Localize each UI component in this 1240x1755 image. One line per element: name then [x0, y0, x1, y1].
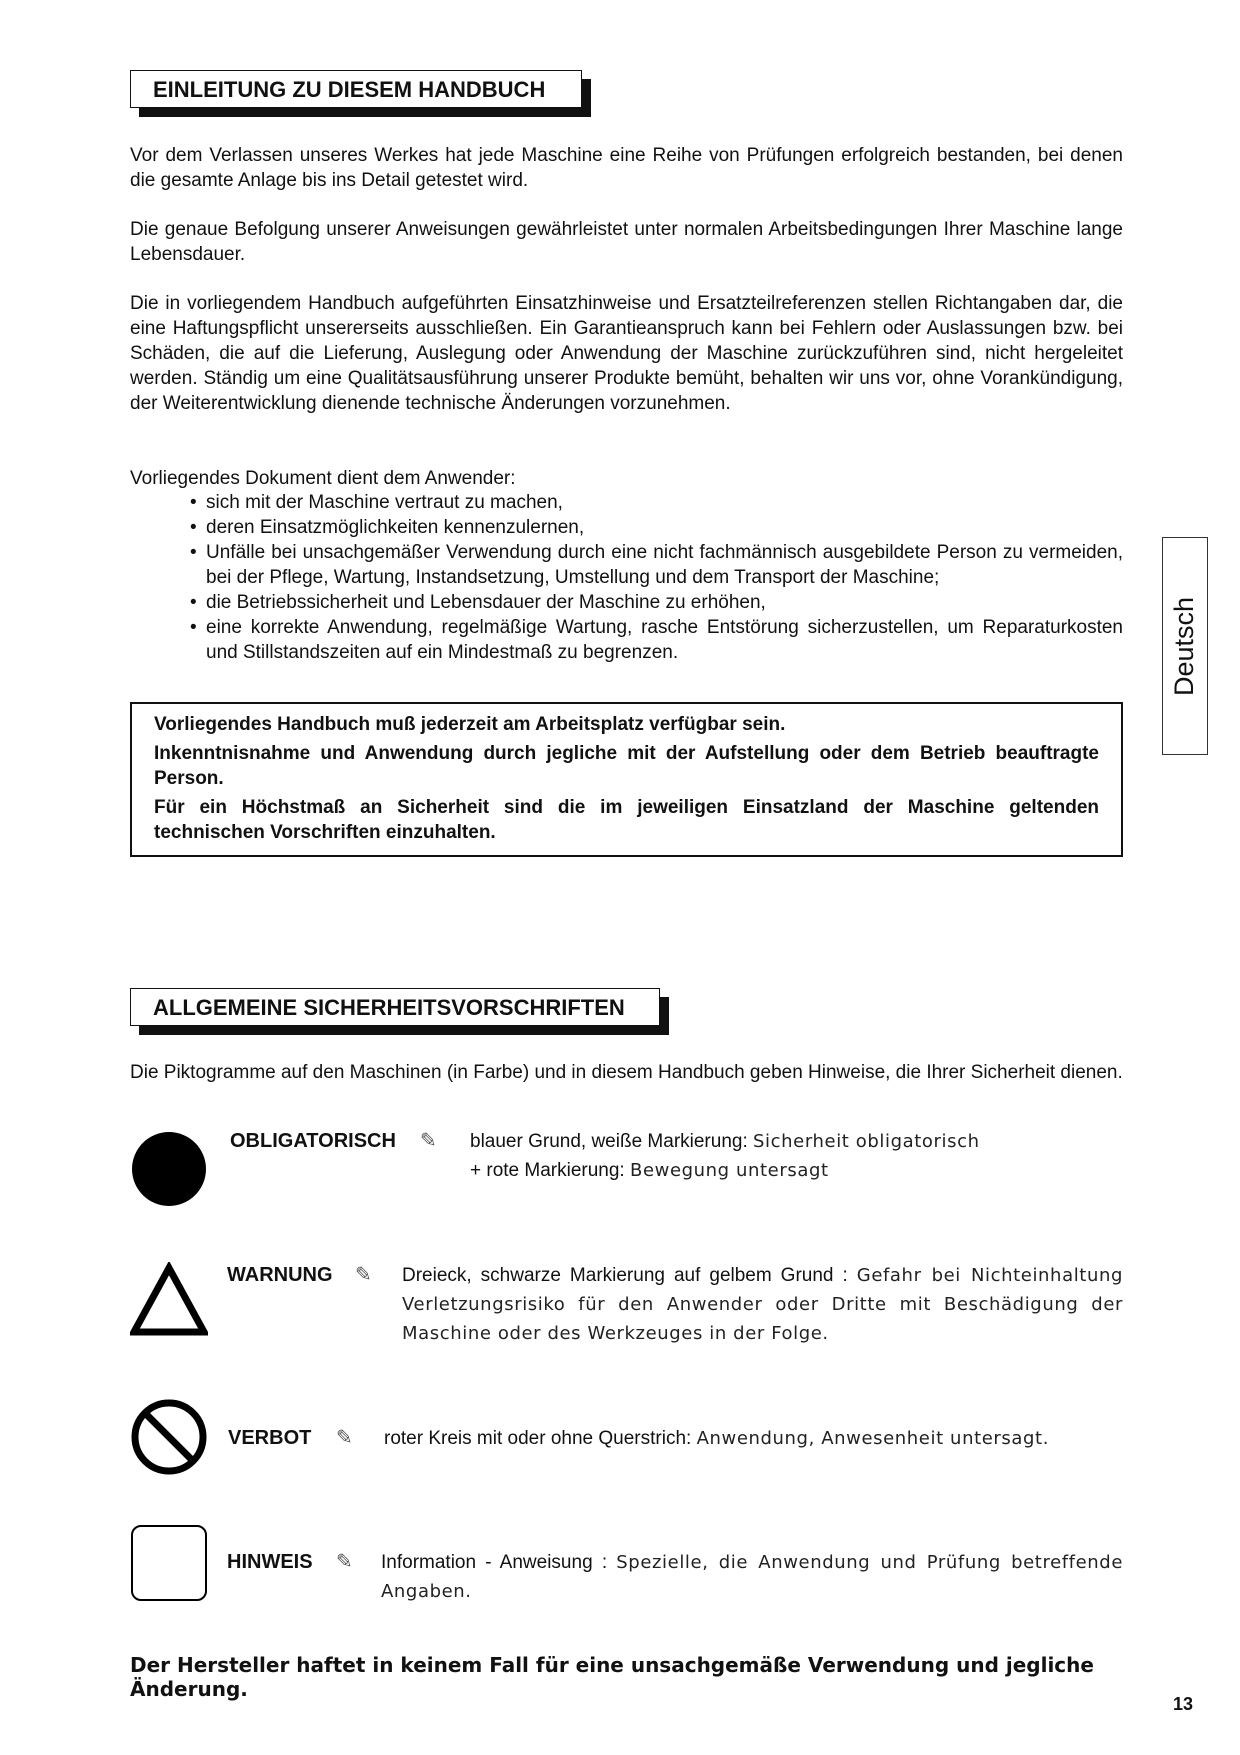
notice-line-1: Vorliegendes Handbuch muß jederzeit am Arbeitsplatz verfügbar sein.	[154, 714, 786, 735]
page-number: 13	[1173, 1694, 1194, 1714]
desc-text: roter Kreis mit oder ohne Querstrich:	[384, 1428, 697, 1449]
list-item	[190, 590, 1123, 615]
pencil-icon: ✎	[420, 1130, 437, 1152]
pictogram-desc-warning	[402, 1261, 1123, 1348]
list-item-text: eine korrekte Anwendung, regelmäßige Wartung, rasche Entstörung sicherzustellen, um Reparaturkosten und Stillstandszeiten auf ein Mindestmaß zu begrenzen.	[206, 617, 1123, 663]
pencil-icon: ✎	[336, 1427, 353, 1449]
list-item-text: die Betriebssicherheit und Lebensdauer der Maschine zu erhöhen,	[206, 592, 766, 613]
desc-text: + rote Markierung:	[470, 1160, 630, 1181]
language-tab	[1162, 537, 1208, 755]
list-item-text: Unfälle bei unsachgemäßer Verwendung durch eine nicht fachmännisch ausgebildete Person zu vermeiden, bei der Pflege, Wartung, Instandsetzung, Umstellung und dem Transport der Maschine;	[206, 542, 1123, 588]
bullet-icon: •	[190, 492, 197, 513]
list-item-text: sich mit der Maschine vertraut zu machen,	[206, 492, 563, 513]
desc-meaning: Sicherheit obligatorisch	[753, 1131, 980, 1152]
liability-note: Der Hersteller haftet in keinem Fall für eine unsachgemäße Verwendung und jegliche Änderung.	[130, 1653, 1094, 1701]
desc-text: blauer Grund, weiße Markierung:	[470, 1131, 754, 1152]
pictogram-desc-prohibition	[384, 1424, 1123, 1453]
list-item	[190, 615, 1123, 665]
pencil-icon: ✎	[355, 1264, 372, 1286]
info-square-icon	[130, 1524, 208, 1602]
desc-meaning: Anwendung, Anwesenheit untersagt.	[696, 1428, 1050, 1449]
notice-box	[130, 702, 1123, 857]
pictogram-label-warning: WARNUNG	[227, 1264, 333, 1286]
bullet-icon: •	[190, 542, 197, 563]
warning-triangle-icon	[130, 1262, 208, 1340]
intro-paragraph-2: Die genaue Befolgung unserer Anweisungen gewährleistet unter normalen Arbeitsbedingungen Ihrer Maschine lange Lebensdauer.	[130, 219, 1123, 265]
list-item	[190, 490, 1123, 515]
language-tab-label: Deutsch	[1169, 596, 1200, 696]
prohibition-icon	[130, 1398, 208, 1476]
pencil-icon: ✎	[336, 1551, 353, 1573]
pictogram-desc-mandatory	[470, 1127, 1123, 1185]
desc-text: Dreieck, schwarze Markierung auf gelbem Grund :	[402, 1265, 857, 1286]
purpose-list	[190, 490, 1123, 665]
intro-paragraph-1: Vor dem Verlassen unseres Werkes hat jede Maschine eine Reihe von Prüfungen erfolgreich bestanden, bei denen die gesamte Anlage bis ins Detail getestet wird.	[130, 145, 1123, 191]
list-item-text: deren Einsatzmöglichkeiten kennenzulernen,	[206, 517, 585, 538]
intro-paragraph-4: Vorliegendes Dokument dient dem Anwender:	[130, 468, 516, 489]
pictogram-label-note: HINWEIS	[227, 1551, 313, 1573]
section-heading-safety: ALLGEMEINE SICHERHEITSVORSCHRIFTEN	[130, 988, 660, 1026]
bullet-icon: •	[190, 617, 197, 638]
safety-intro-paragraph: Die Piktogramme auf den Maschinen (in Farbe) und in diesem Handbuch geben Hinweise, die Ihrer Sicherheit dienen.	[130, 1062, 1123, 1083]
filled-circle-icon	[130, 1130, 208, 1208]
desc-text: Information - Anweisung :	[381, 1552, 617, 1573]
list-item	[190, 540, 1123, 590]
pictogram-label-mandatory: OBLIGATORISCH	[230, 1130, 396, 1152]
desc-meaning: Spezielle, die Anwendung und Prüfung betreffende Angaben.	[381, 1552, 1123, 1602]
bullet-icon: •	[190, 517, 197, 538]
intro-paragraph-3: Die in vorliegendem Handbuch aufgeführten Einsatzhinweise und Ersatzteilreferenzen stellen Richtangaben dar, die eine Haftungspflicht unsererseits ausschließen. Ein Garantieanspruch kann bei Fehlern oder Auslassungen bzw. bei Schäden, die auf die Lieferung, Auslegung oder Anwendung der Maschine zurückzuführen sind, nicht hergeleitet werden. Ständig um eine Qualitätsausführung unserer Produkte bemüht, behalten wir uns vor, ohne Vorankündigung, der Weiterentwicklung dienende technische Änderungen vorzunehmen.	[130, 293, 1123, 414]
section-heading-introduction: EINLEITUNG ZU DIESEM HANDBUCH	[130, 70, 582, 108]
pictogram-label-prohibition: VERBOT	[228, 1427, 312, 1449]
desc-meaning: Gefahr bei Nichteinhaltung Verletzungsrisiko für den Anwender oder Dritte mit Beschädigung der Maschine oder des Werkzeuges in der Folge.	[402, 1265, 1123, 1344]
desc-meaning: Bewegung untersagt	[630, 1160, 829, 1181]
pictogram-desc-note	[381, 1548, 1123, 1606]
bullet-icon: •	[190, 592, 197, 613]
list-item	[190, 515, 1123, 540]
notice-line-2: Inkenntnisnahme und Anwendung durch jegliche mit der Aufstellung oder dem Betrieb beauftragte Person.	[154, 743, 1099, 789]
notice-line-3: Für ein Höchstmaß an Sicherheit sind die im jeweiligen Einsatzland der Maschine geltenden technischen Vorschriften einzuhalten.	[154, 797, 1099, 843]
